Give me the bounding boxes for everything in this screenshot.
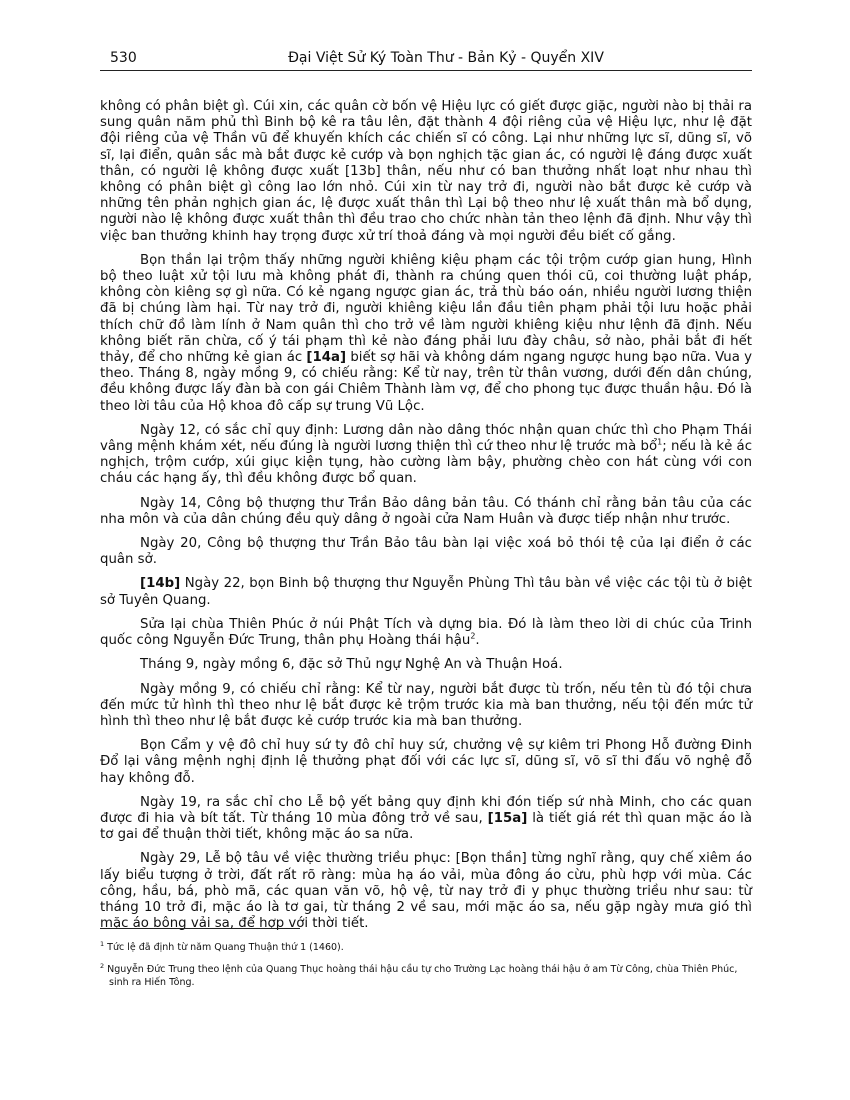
footnote-ref: 1 [657, 437, 663, 447]
footnote-ref: 2 [470, 631, 476, 641]
paragraph: Ngày mồng 9, có chiếu chỉ rằng: Kể từ nay, người bắt được tù trốn, nếu tên tù đó tội chưa đến mức tử hình thì theo như lệ bắt được kẻ trộm trước kia mà ban thưởng, nếu tội đến mức tử hình thì theo như lệ bắt được kẻ cướp trước kia mà ban thưởng. [100, 681, 752, 729]
page-number: 530 [110, 50, 137, 66]
folio-marker: [15a] [487, 810, 528, 826]
paragraph: Sửa lại chùa Thiên Phúc ở núi Phật Tích và dựng bia. Đó là làm theo lời di chúc của Trinh quốc công Nguyễn Đức Trung, thân phụ Hoàng thái hậu$^2$. [100, 616, 752, 649]
footnote-divider [100, 928, 300, 929]
paragraph: không có phân biệt gì. Cúi xin, các quân cờ bốn vệ Hiệu lực có giết được giặc, người nào bị thải ra sung quân năm phủ thì Binh bộ kê ra tâu lên, đặt thành 4 đội riêng của vệ Hiệu lực, như lệ đặt đội riêng của vệ Thần vũ để khuyến khích các chiến sĩ có công. Lại như những lực sĩ, dũng sĩ, võ sĩ, lại điển, quân sắc mà bắt được kẻ cướp và bọn nghịch tặc gian ác, có người lệ đáng được xuất thân, có người lệ không được xuất [13b] thân, nếu như có ban thưởng nhất loạt như nhau thì không có phân biệt gì công lao lớn nhỏ. Cúi xin từ nay trở đi, người nào bắt được kẻ cướp và những tên phản nghịch gian ác, lệ được xuất thân thì Lại bộ theo như lệ xuất thân mà bổ dụng, người nào lệ không được xuất thân thì đều trao cho chức nhàn tản theo lệnh đã định. Như vậy thì việc ban thưởng khinh hay trọng được xử trí thoả đáng và mọi người đều biết cố gắng. [100, 99, 752, 244]
running-title: Đại Việt Sử Ký Toàn Thư - Bản Kỷ - Quyển XIV [288, 50, 604, 66]
footnotes [100, 941, 752, 998]
page-header [100, 48, 752, 71]
paragraph: Ngày 20, Công bộ thượng thư Trần Bảo tâu bàn lại việc xoá bỏ thói tệ của lại điển ở các quân sở. [100, 536, 752, 568]
paragraph: Ngày 19, ra sắc chỉ cho Lễ bộ yết bảng quy định khi đón tiếp sứ nhà Minh, cho các quan được đi hia và bít tất. Từ tháng 10 mùa đông trở về sau, [15a] là tiết giá rét thì quan mặc áo là tơ gai để thuận thời tiết, không mặc áo sa nữa. [100, 794, 752, 843]
folio-marker: [14b] [140, 576, 181, 592]
folio-marker: [14a] [306, 350, 347, 366]
footnote: $^2$ Nguyễn Đức Trung theo lệnh của Quang Thục hoàng thái hậu cầu tự cho Trường Lạc hoàng thái hậu ở am Từ Công, chùa Thiên Phúc, sinh ra Hiến Tông. [100, 961, 738, 988]
paragraph: Bọn Cẩm y vệ đô chỉ huy sứ ty đô chỉ huy sứ, chưởng vệ sự kiêm tri Phong Hỗ đường Đinh Đổ lại vâng mệnh nghị định lệ thưởng phạt đối với các lực sĩ, dũng sĩ, võ sĩ thi đấu võ nghệ đỗ hay không đỗ. [100, 738, 752, 786]
paragraph: Tháng 9, ngày mồng 6, đặc sở Thủ ngự Nghệ An và Thuận Hoá. [140, 657, 563, 673]
paragraph: [14b] Ngày 22, bọn Binh bộ thượng thư Nguyễn Phùng Thì tâu bàn về việc các tội tù ở biệt sở Tuyên Quang. [100, 576, 753, 608]
paragraph: Bọn thần lại trộm thấy những người khiêng kiệu phạm các tội trộm cướp gian hung, Hình bộ theo luật xử tội lưu mà không phát đi, thành ra chúng quen thói cũ, coi thường luật pháp, không còn kiêng sợ gì nữa. Có kẻ ngang ngược gian ác, trả thù báo oán, nhiều người lương thiện đã bị chúng làm hại. Từ nay trở đi, người khiêng kiệu lần đầu tiên phạm phải tội lưu hoặc phải thích chữ đồ làm lính ở Nam quân thì cho trở về làm người khiêng kiệu như lệnh đã định. Nếu không biết răn chừa, cố ý tái phạm thì kẻ nào đáng phải lưu đày châu, sở nào, phải bắt đi hết thảy, để cho những kẻ gian ác [14a] biết sợ hãi và không dám ngang ngược hung bạo nữa. Vua y theo. Tháng 8, ngày mồng 9, có chiếu rằng: Kể từ nay, trên từ thân vương, dưới đến dân chúng, đều không được lấy đàn bà con gái Chiêm Thành làm vợ, để cho phong tục được thuần hậu. Đó là theo lời tâu của Hộ khoa đô cấp sự trung Vũ Lộc. [100, 252, 752, 414]
main-text [100, 99, 752, 940]
paragraph: Ngày 12, có sắc chỉ quy định: Lương dân nào dâng thóc nhận quan chức thì cho Phạm Thái vâng mệnh khám xét, nếu đúng là người lương thiện thì cứ theo như lệ trước mà bổ$^1$; nếu là kẻ ác nghịch, trộm cướp, xúi giục kiện tụng, hào cường làm bậy, phường chèo con hát cùng với con cháu các hạng ấy, thì đều không được bổ quan. [100, 422, 753, 487]
paragraph: Ngày 29, Lễ bộ tâu về việc thường triều phục: [Bọn thần] từng nghĩ rằng, quy chế xiêm áo lấy biểu tượng ở trời, đất rất rõ ràng: mùa hạ áo vải, mùa đông áo cừu, phù hợp với mùa. Các công, hầu, bá, phò mã, các quan văn võ, hộ vệ, từ nay trở đi y phục thường triều như sau: từ tháng 10 trở đi, mặc áo là tơ gai, từ tháng 2 về sau, mới mặc áo sa, nếu gặp ngày mưa gió thì mặc áo bông vải sa, để hợp với thời tiết. [100, 851, 752, 932]
footnote: $^1$ Tức lệ đã định từ năm Quang Thuận thứ 1 (1460). [100, 939, 344, 953]
paragraph: Ngày 14, Công bộ thượng thư Trần Bảo dâng bản tâu. Có thánh chỉ rằng bản tâu của các nha môn và của dân chúng đều quỳ dâng ở ngoài cửa Nam Huân và được tiếp nhận như trước. [100, 495, 752, 527]
